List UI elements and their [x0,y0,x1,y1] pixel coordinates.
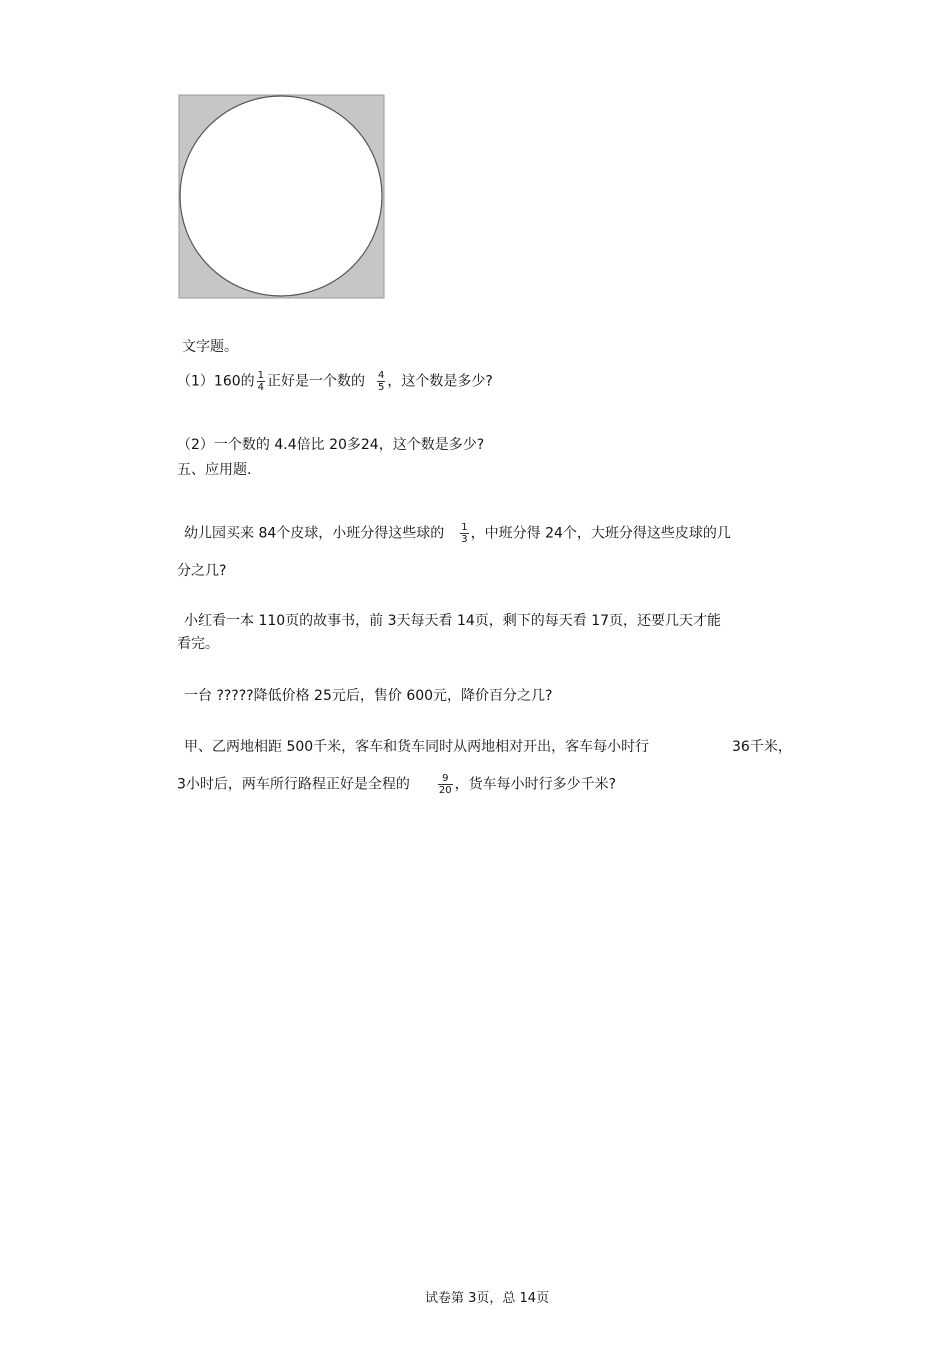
problem-4-line-1-end: 36千米， [732,739,792,755]
problem-1-text-a: 幼儿园买来 84个皮球，小班分得这些球的 [184,525,445,542]
fraction-denominator: 5 [378,382,385,393]
question-1-text-a: 160的 [213,373,255,390]
problem-3: 一台 ?????降低价格 25元后，售价 600元，降价百分之几? [184,688,553,704]
problem-1-line-1 [184,522,731,545]
problem-2-line-1: 小红看一本 110页的故事书，前 3天每天看 14页，剩下的每天看 17页，还要几天才能 [184,613,722,629]
circle-shape [180,96,382,296]
page-footer: 试卷第 3页，总 14页 [425,1291,550,1306]
fraction-one-quarter [257,370,265,393]
problem-4-text-c: ，货车每小时行多少千米? [454,776,617,793]
circle-inscribed-in-square-icon [176,93,386,300]
circle-in-square-figure [176,93,386,300]
fraction-nine-twentieths [438,773,453,796]
question-1-text-b: 正好是一个数的 [267,373,366,390]
fraction-denominator: 20 [438,785,452,796]
question-1-label: （1） [177,373,214,390]
problem-2-line-2: 看完。 [177,636,219,652]
problem-4-line-2 [177,773,616,796]
problem-4-line-1 [184,738,649,756]
section-heading-word-problems: 文字题。 [182,339,238,355]
question-1-text-c: ，这个数是多少? [387,373,493,390]
question-2: （2）一个数的 4.4倍比 20多24，这个数是多少? [177,437,485,453]
problem-1-line-2: 分之几? [177,563,227,579]
fraction-denominator: 4 [257,382,265,393]
fraction-numerator: 4 [378,370,385,381]
fraction-numerator: 9 [438,773,453,785]
fraction-numerator: 1 [257,370,265,381]
question-1 [177,370,493,393]
section-heading-application: 五、应用题. [177,462,252,478]
problem-4-text-a: 甲、乙两地相距 500千米，客车和货车同时从两地相对开出，客车每小时行 [184,739,650,755]
fraction-denominator: 3 [461,534,468,545]
problem-4-text-b: 3小时后，两车所行路程正好是全程的 [177,776,410,793]
fraction-four-fifths [377,370,385,393]
fraction-one-third [460,522,468,545]
problem-1-text-b: ，中班分得 24个，大班分得这些皮球的几 [470,525,731,542]
fraction-numerator: 1 [461,522,468,533]
